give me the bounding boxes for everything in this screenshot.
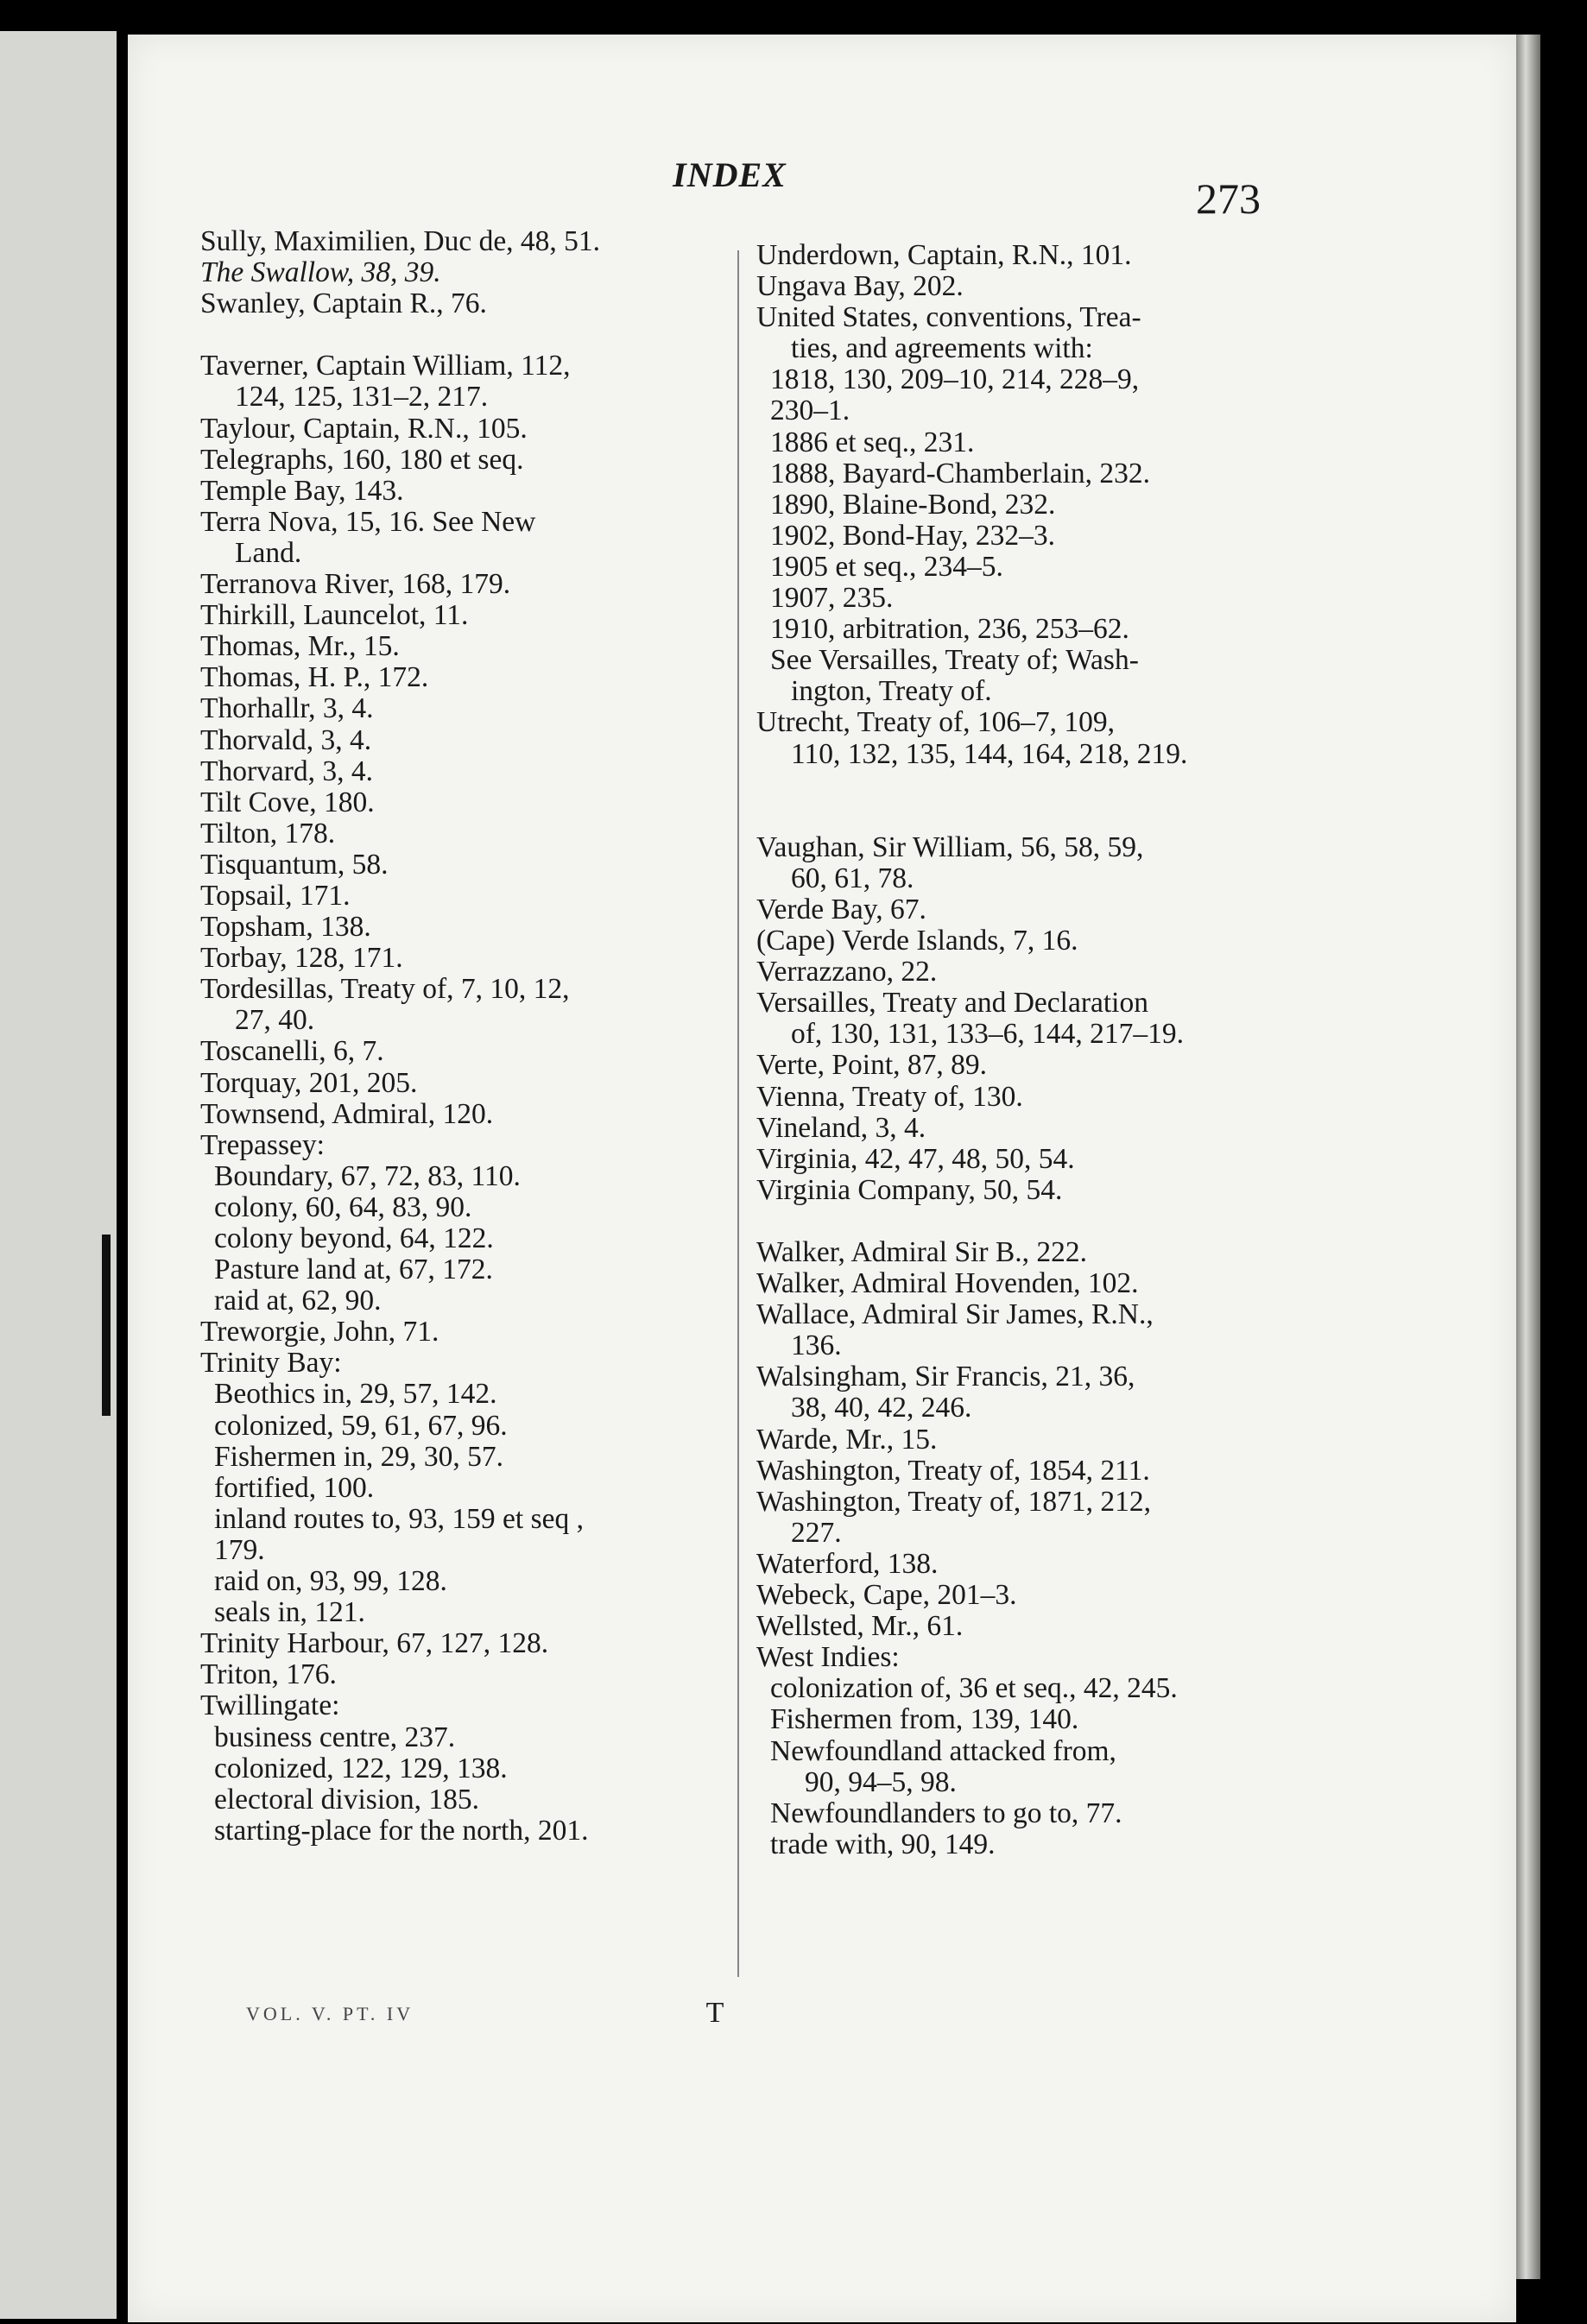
index-entry: Washington, Treaty of, 1871, 212, bbox=[756, 1485, 1151, 1518]
index-entry: Underdown, Captain, R.N., 101. bbox=[756, 239, 1132, 271]
index-entry: Verrazzano, 22. bbox=[756, 956, 938, 988]
index-entry-continuation: 136. bbox=[791, 1329, 842, 1362]
index-entry: Torbay, 128, 171. bbox=[200, 942, 403, 975]
index-subentry: colony beyond, 64, 122. bbox=[214, 1222, 494, 1254]
index-entry: Tordesillas, Treaty of, 7, 10, 12, bbox=[200, 973, 570, 1006]
index-entry: Utrecht, Treaty of, 106–7, 109, bbox=[756, 706, 1115, 739]
signature-mark: T bbox=[705, 1997, 724, 2029]
index-entry: Toscanelli, 6, 7. bbox=[200, 1035, 384, 1068]
index-subentry-continuation: 90, 94–5, 98. bbox=[805, 1765, 957, 1798]
index-subentry: electoral division, 185. bbox=[214, 1783, 480, 1816]
index-entry: Wellsted, Mr., 61. bbox=[756, 1610, 964, 1643]
index-entry-continuation: ington, Treaty of. bbox=[791, 675, 992, 708]
index-column-left bbox=[200, 226, 718, 1847]
index-entry: Waterford, 138. bbox=[756, 1547, 939, 1580]
index-subentry: Beothics in, 29, 57, 142. bbox=[214, 1378, 497, 1411]
index-subentry: 1888, Bayard-Chamberlain, 232. bbox=[770, 457, 1151, 489]
index-subentry: 1907, 235. bbox=[770, 582, 894, 615]
index-entry: Torquay, 201, 205. bbox=[200, 1066, 418, 1099]
index-entry: Wallace, Admiral Sir James, R.N., bbox=[756, 1298, 1154, 1331]
index-entry: Taverner, Captain William, 112, bbox=[200, 350, 571, 382]
binding-mark bbox=[102, 1235, 111, 1416]
index-entry: West Indies: bbox=[756, 1641, 900, 1674]
index-entry: Vienna, Treaty of, 130. bbox=[756, 1080, 1023, 1113]
index-gap bbox=[756, 1206, 1274, 1237]
index-subentry: colonized, 122, 129, 138. bbox=[214, 1752, 508, 1784]
index-entry: Tilt Cove, 180. bbox=[200, 786, 375, 818]
index-subentry: colonized, 59, 61, 67, 96. bbox=[214, 1409, 508, 1442]
index-entry-continuation: Land. bbox=[235, 536, 302, 569]
index-gap bbox=[200, 319, 718, 350]
index-entry: Sully, Maximilien, Duc de, 48, 51. bbox=[200, 225, 601, 257]
index-entry: Thomas, Mr., 15. bbox=[200, 630, 400, 663]
index-subentry: Newfoundland attacked from, bbox=[770, 1734, 1116, 1767]
index-entry: Topsham, 138. bbox=[200, 911, 371, 944]
column-divider bbox=[737, 250, 739, 1977]
index-entry-continuation: 60, 61, 78. bbox=[791, 862, 914, 894]
page-number: 273 bbox=[1196, 174, 1261, 223]
index-entry: Warde, Mr., 15. bbox=[756, 1423, 938, 1456]
index-entry-continuation: 227. bbox=[791, 1516, 842, 1549]
previous-page-edge bbox=[0, 31, 117, 2319]
index-column-right bbox=[756, 240, 1274, 1860]
index-subentry: 1902, Bond-Hay, 232–3. bbox=[770, 519, 1056, 552]
index-subentry: Boundary, 67, 72, 83, 110. bbox=[214, 1159, 521, 1192]
index-entry: Walker, Admiral Sir B., 222. bbox=[756, 1236, 1088, 1268]
index-entry: Tisquantum, 58. bbox=[200, 848, 389, 881]
index-subentry: trade with, 90, 149. bbox=[770, 1828, 996, 1860]
index-entry: Trinity Bay: bbox=[200, 1347, 342, 1380]
index-entry-continuation: ties, and agreements with: bbox=[791, 332, 1093, 365]
index-entry: Thorvard, 3, 4. bbox=[200, 755, 374, 787]
index-subentry: Pasture land at, 67, 172. bbox=[214, 1254, 493, 1286]
index-subentry: seals in, 121. bbox=[214, 1596, 365, 1629]
index-subentry: business centre, 237. bbox=[214, 1721, 456, 1753]
index-entry: Terranova River, 168, 179. bbox=[200, 568, 511, 601]
index-subentry: 1905 et seq., 234–5. bbox=[770, 550, 1003, 583]
index-entry: Virginia Company, 50, 54. bbox=[756, 1173, 1063, 1206]
index-entry: Walker, Admiral Hovenden, 102. bbox=[756, 1267, 1139, 1300]
index-entry: United States, conventions, Trea- bbox=[756, 301, 1141, 334]
index-entry: Tilton, 178. bbox=[200, 817, 336, 849]
index-subentry: raid on, 93, 99, 128. bbox=[214, 1565, 447, 1598]
index-entry: Telegraphs, 160, 180 et seq. bbox=[200, 443, 524, 476]
index-subentry: colony, 60, 64, 83, 90. bbox=[214, 1190, 472, 1223]
index-gap bbox=[756, 770, 1274, 801]
index-entry: Thorhallr, 3, 4. bbox=[200, 692, 374, 725]
index-entry-continuation: of, 130, 131, 133–6, 144, 217–19. bbox=[791, 1018, 1185, 1051]
index-entry: Taylour, Captain, R.N., 105. bbox=[200, 412, 528, 445]
index-entry-continuation: 124, 125, 131–2, 217. bbox=[235, 381, 489, 414]
index-entry: Trinity Harbour, 67, 127, 128. bbox=[200, 1627, 549, 1660]
index-subentry: Newfoundlanders to go to, 77. bbox=[770, 1797, 1122, 1829]
index-subentry: Fishermen from, 139, 140. bbox=[770, 1703, 1079, 1736]
index-subentry: raid at, 62, 90. bbox=[214, 1285, 382, 1317]
index-entry: Triton, 176. bbox=[200, 1658, 337, 1691]
index-entry: Versailles, Treaty and Declaration bbox=[756, 987, 1148, 1020]
index-subentry-continuation: 230–1. bbox=[770, 395, 850, 427]
index-entry: Thirkill, Launcelot, 11. bbox=[200, 599, 469, 632]
index-gap bbox=[756, 801, 1274, 832]
index-entry: Verde Bay, 67. bbox=[756, 893, 926, 925]
index-entry: Twillingate: bbox=[200, 1689, 340, 1722]
index-subentry: 1886 et seq., 231. bbox=[770, 426, 975, 458]
page-stack-edge bbox=[1516, 35, 1540, 2279]
index-entry: Trepassey: bbox=[200, 1128, 325, 1161]
index-entry: Verte, Point, 87, 89. bbox=[756, 1049, 988, 1082]
running-head-title: INDEX bbox=[673, 155, 787, 194]
index-subentry: colonization of, 36 et seq., 42, 245. bbox=[770, 1672, 1178, 1705]
index-subentry: starting-place for the north, 201. bbox=[214, 1814, 589, 1847]
index-entry: Vineland, 3, 4. bbox=[756, 1111, 926, 1144]
index-subentry: 1890, Blaine-Bond, 232. bbox=[770, 488, 1056, 521]
index-entry: Swanley, Captain R., 76. bbox=[200, 287, 487, 320]
index-entry: Treworgie, John, 71. bbox=[200, 1316, 439, 1348]
index-entry-continuation: 38, 40, 42, 246. bbox=[791, 1392, 972, 1424]
index-entry: (Cape) Verde Islands, 7, 16. bbox=[756, 925, 1078, 957]
index-entry: Ungava Bay, 202. bbox=[756, 270, 964, 303]
index-subentry: Fishermen in, 29, 30, 57. bbox=[214, 1440, 503, 1473]
index-entry: Temple Bay, 143. bbox=[200, 474, 404, 507]
index-subentry-continuation: 179. bbox=[214, 1533, 265, 1566]
index-entry: The Swallow, 38, 39. bbox=[200, 256, 441, 289]
index-entry: Thomas, H. P., 172. bbox=[200, 661, 429, 694]
index-entry: Washington, Treaty of, 1854, 211. bbox=[756, 1454, 1150, 1487]
index-subentry: fortified, 100. bbox=[214, 1471, 375, 1504]
index-entry: Townsend, Admiral, 120. bbox=[200, 1097, 494, 1130]
index-entry-continuation: 27, 40. bbox=[235, 1004, 315, 1037]
index-entry: Webeck, Cape, 201–3. bbox=[756, 1579, 1017, 1612]
index-entry: Virginia, 42, 47, 48, 50, 54. bbox=[756, 1142, 1075, 1175]
index-entry: Thorvald, 3, 4. bbox=[200, 723, 372, 756]
index-subentry: 1818, 130, 209–10, 214, 228–9, bbox=[770, 363, 1140, 396]
index-entry: Vaughan, Sir William, 56, 58, 59, bbox=[756, 830, 1144, 863]
index-subentry: inland routes to, 93, 159 et seq , bbox=[214, 1502, 584, 1535]
index-entry-continuation: 110, 132, 135, 144, 164, 218, 219. bbox=[791, 737, 1188, 770]
index-entry: Walsingham, Sir Francis, 21, 36, bbox=[756, 1361, 1135, 1393]
index-subentry: 1910, arbitration, 236, 253–62. bbox=[770, 613, 1129, 646]
index-cross-reference: See Versailles, Treaty of; Wash- bbox=[770, 644, 1139, 677]
index-entry: Topsail, 171. bbox=[200, 879, 351, 912]
index-entry: Terra Nova, 15, 16. See New bbox=[200, 505, 536, 538]
volume-signature: VOL. V. PT. IV bbox=[246, 2003, 414, 2024]
